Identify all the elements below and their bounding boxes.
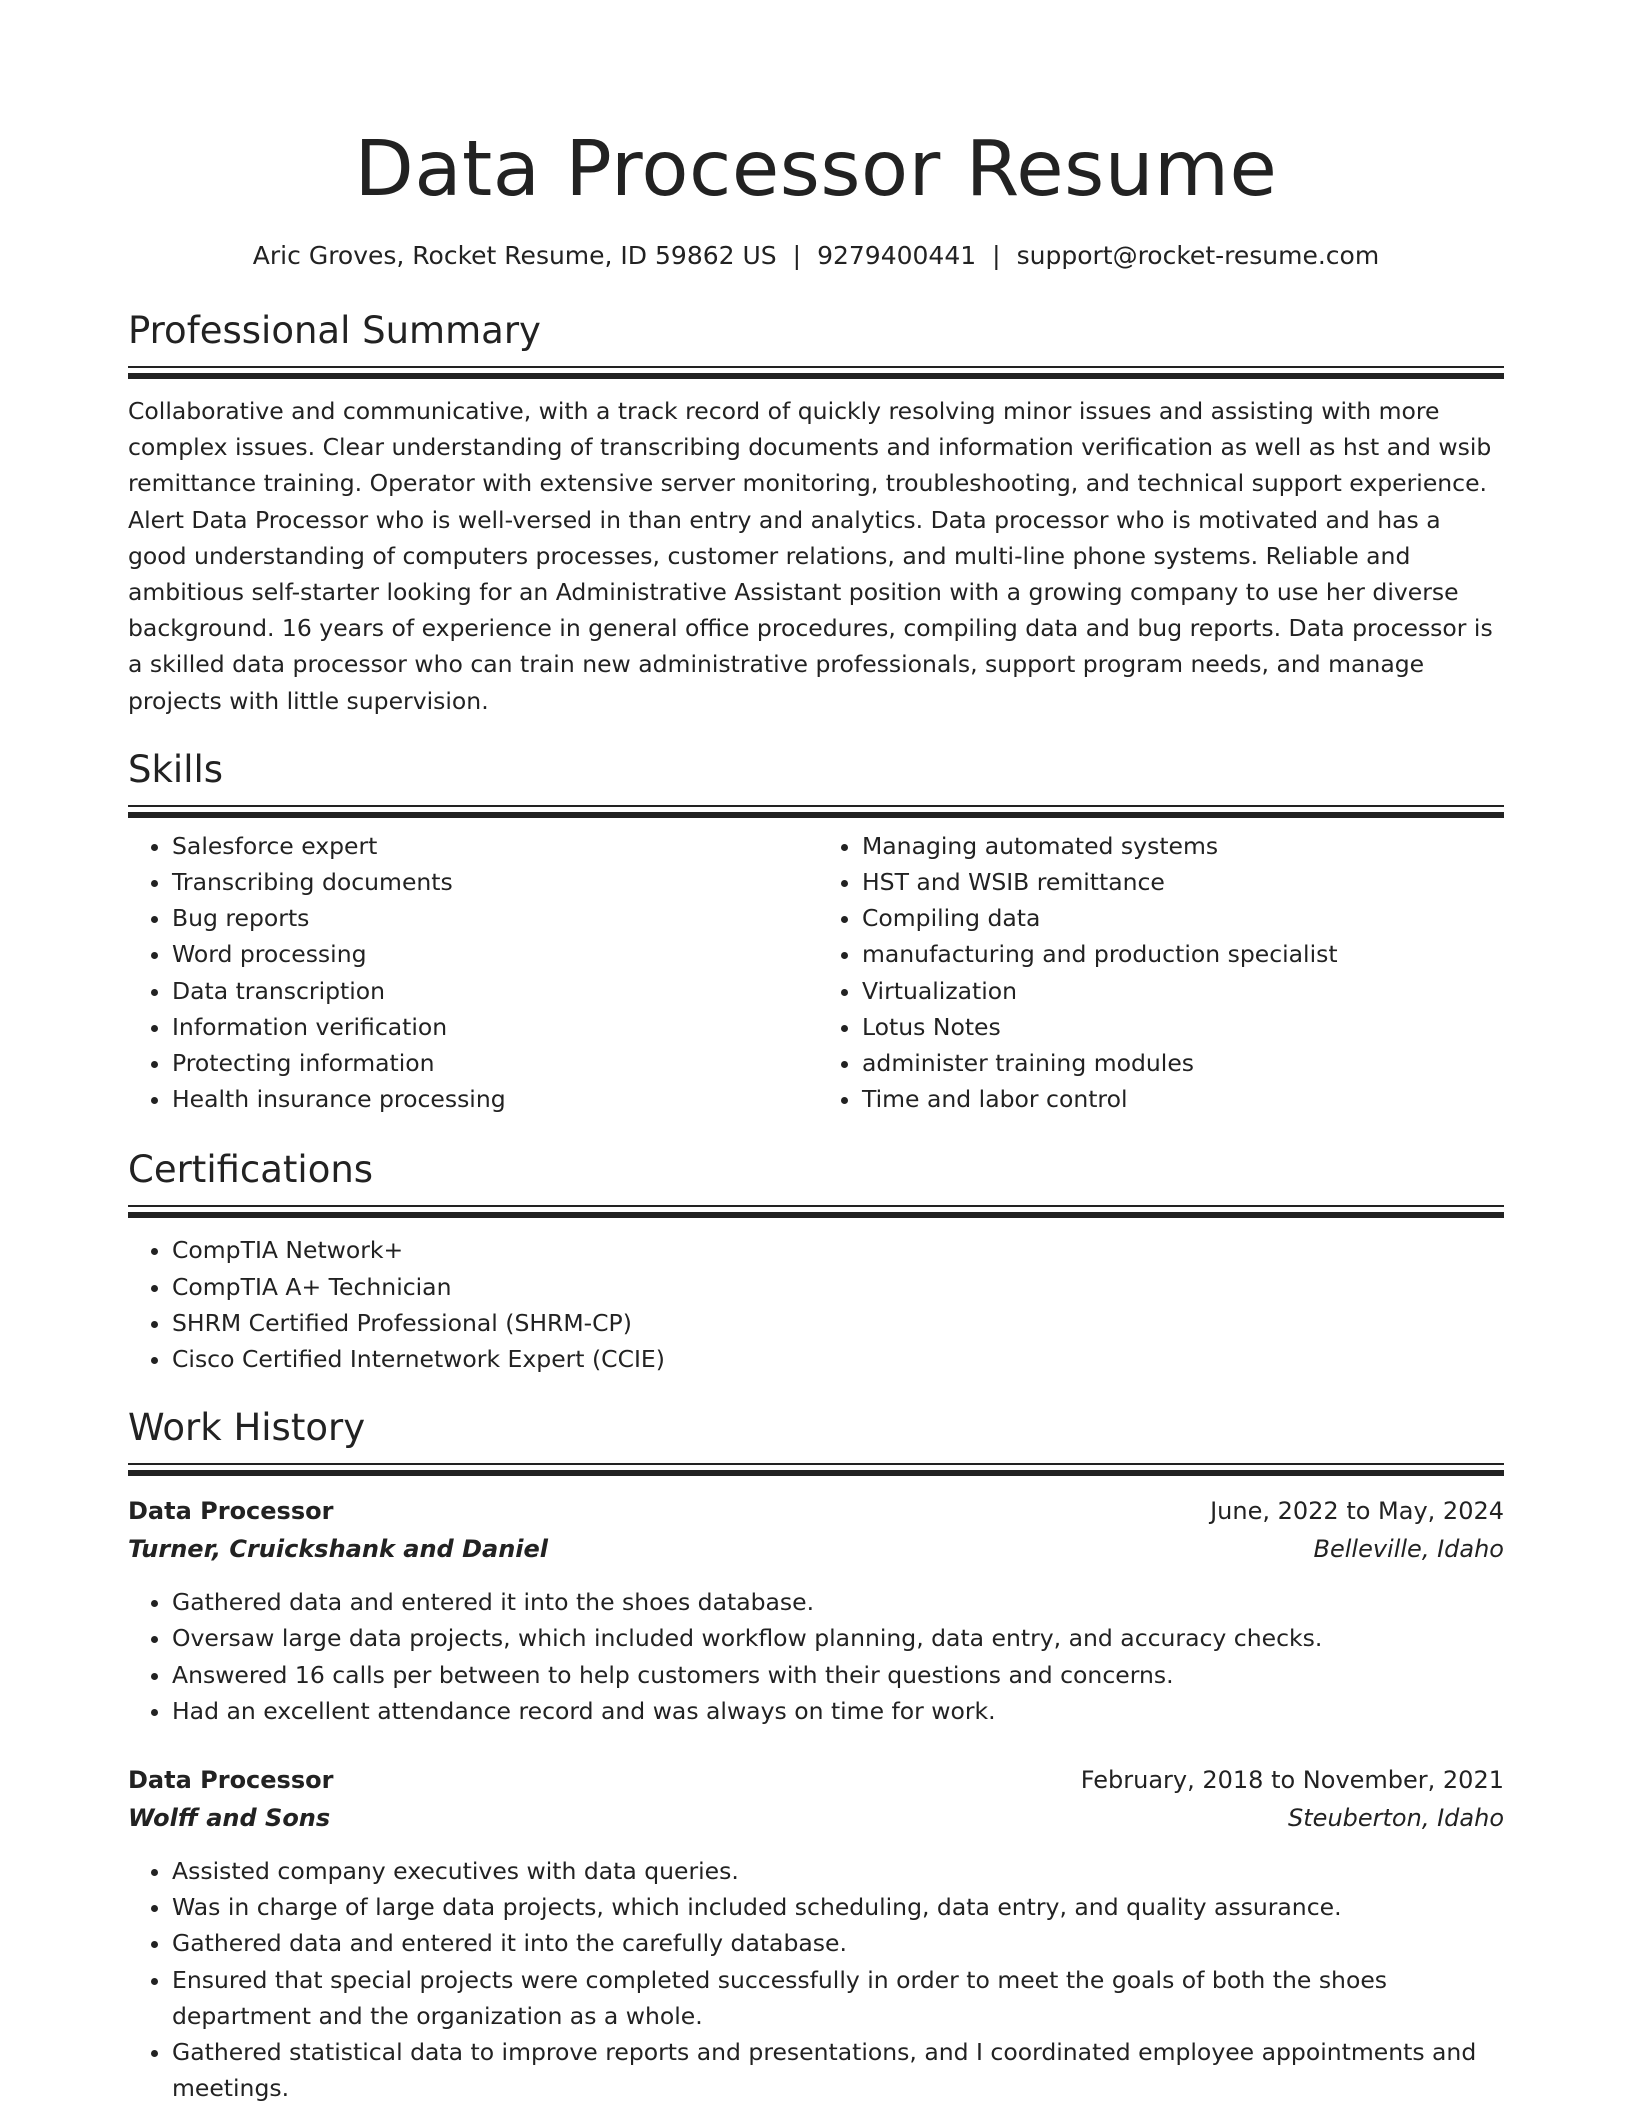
skill-item: • Information verification [172,1009,816,1045]
work-history-section [128,1405,1504,2106]
divider [128,805,1504,807]
job-duties-list [128,1584,1504,1729]
certifications-heading: Certifications [128,1148,374,1192]
skill-item: • Data transcription [172,973,816,1009]
job-header [128,1492,1504,1530]
job-location: Steuberton, Idaho [1288,1804,1504,1833]
skills-heading: Skills [128,747,224,791]
certification-item: • CompTIA A+ Technician [172,1269,1504,1305]
skills-columns [128,828,1504,1118]
certification-item: • CompTIA Network+ [172,1232,1504,1268]
skill-item: • Virtualization [862,973,1504,1009]
contact-phone: 9279400441 [817,241,977,270]
job-dates: February, 2018 to November, 2021 [1080,1766,1504,1795]
certifications-section [128,1147,1504,1377]
page-title: Data Processor Resume [354,125,1278,214]
job-dates: June, 2022 to May, 2024 [1210,1497,1504,1526]
skill-item: • HST and WSIB remittance [862,864,1504,900]
job-duty: • Answered 16 calls per between to help customers with their questions and concerns. [172,1657,1504,1693]
skill-item: • Health insurance processing [172,1081,816,1117]
job-entry [128,1761,1504,2106]
skill-item: • manufacturing and production specialist [862,936,1504,972]
summary-text: Collaborative and communicative, with a track record of quickly resolving minor issues and assisting with more complex issues. Clear understanding of transcribing documents and information verification as well as hst and wsib remittance training. Operator with extensive server monitoring, troubleshooting, and technical support experience. Alert Data Processor who is well-versed in than entry and analytics. Data processor who is motivated and has a good understanding of computers processes, customer relations, and multi-line phone systems. Reliable and ambitious self-starter looking for an Administrative Assistant position with a growing company to use her diverse background. 16 years of experience in general office procedures, compiling data and bug reports. Data processor is a skilled data processor who can train new administrative professionals, support program needs, and manage projects with little supervision. [128,397,1493,715]
certifications-list [128,1232,1504,1377]
certification-item: • SHRM Certified Professional (SHRM-CP) [172,1305,1504,1341]
skills-section [128,747,1504,1118]
skill-item: • Protecting information [172,1045,816,1081]
divider [128,812,1504,818]
divider [128,366,1504,368]
job-duty: • Oversaw large data projects, which included workflow planning, data entry, and accuracy checks. [172,1620,1504,1656]
skills-right-list [816,828,1504,1118]
job-duties-list [128,1853,1504,2106]
job-duty: • Gathered data and entered it into the carefully database. [172,1925,1504,1961]
summary-heading: Professional Summary [128,309,541,352]
job-duty: • Gathered statistical data to improve reports and presentations, and I coordinated employee appointments and meetings. [172,2034,1504,2106]
skills-left-list [128,828,816,1118]
divider [128,1463,1504,1465]
contact-separator: | [992,241,1001,270]
skill-item: • Time and labor control [862,1081,1504,1117]
skill-item: • administer training modules [862,1045,1504,1081]
job-duty: • Gathered data and entered it into the shoes database. [172,1584,1504,1620]
skill-item: • Salesforce expert [172,828,816,864]
contact-address: Aric Groves, Rocket Resume, ID 59862 US [252,241,777,270]
job-duty: • Ensured that special projects were completed successfully in order to meet the goals of both the shoes department and the organization as a whole. [172,1962,1504,2034]
divider [128,1205,1504,1207]
summary-section [128,308,1504,719]
divider [128,1470,1504,1476]
skill-item: • Word processing [172,936,816,972]
skill-item: • Lotus Notes [862,1009,1504,1045]
job-title: Data Processor [128,1497,334,1526]
divider [128,1212,1504,1218]
job-header [128,1761,1504,1799]
job-location: Belleville, Idaho [1313,1535,1504,1564]
contact-line [128,240,1504,272]
job-company: Turner, Cruickshank and Daniel [128,1535,549,1564]
divider [128,373,1504,379]
contact-email[interactable]: support@rocket-resume.com [1016,241,1380,270]
job-duty: • Had an excellent attendance record and was always on time for work. [172,1693,1504,1729]
job-company: Wolff and Sons [128,1804,331,1833]
work-history-heading: Work History [128,1406,366,1450]
skill-item: • Compiling data [862,900,1504,936]
job-title: Data Processor [128,1766,334,1795]
job-entry [128,1492,1504,1729]
certification-item: • Cisco Certified Internetwork Expert (CCIE) [172,1341,1504,1377]
contact-separator: | [792,241,802,270]
job-duty: • Assisted company executives with data queries. [172,1853,1504,1889]
job-duty: • Was in charge of large data projects, which included scheduling, data entry, and quality assurance. [172,1889,1504,1925]
job-subheader [128,1530,1504,1568]
skill-item: • Managing automated systems [862,828,1504,864]
job-subheader [128,1799,1504,1837]
skill-item: • Transcribing documents [172,864,816,900]
skill-item: • Bug reports [172,900,816,936]
